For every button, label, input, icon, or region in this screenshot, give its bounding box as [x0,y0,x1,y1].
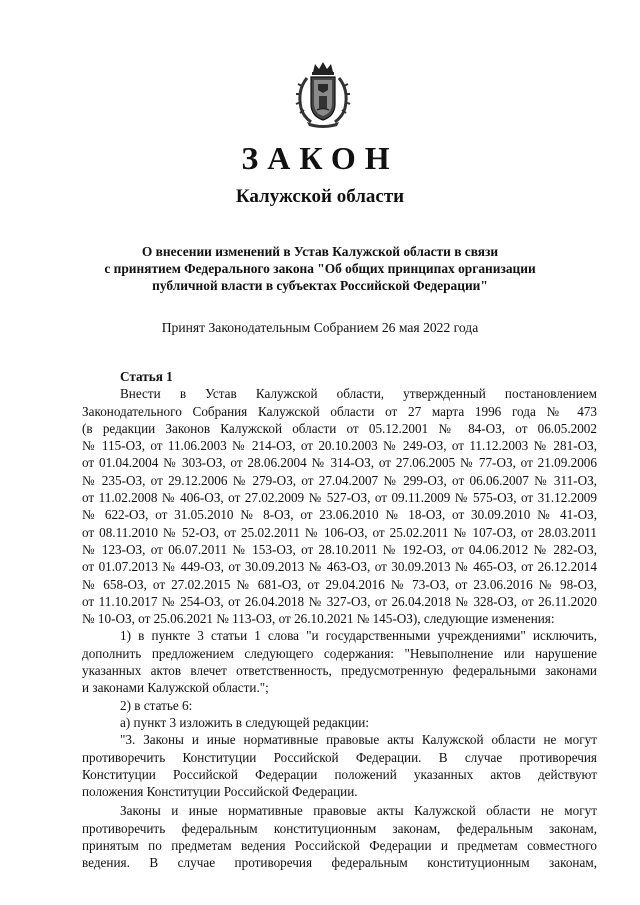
heading-line: О внесении изменений в Устав Калужской области в связи [141,244,499,259]
document-body [82,368,597,872]
body-line: № 123-ОЗ, от 06.07.2011 № 153-ОЗ, от 28.10.2011 № 192-ОЗ, от 04.06.2012 № 282-ОЗ, [82,541,597,557]
body-line: от 08.11.2010 № 52-ОЗ, от 25.02.2011 № 106-ОЗ, от 25.02.2011 № 107-ОЗ, от 28.03.2011 [82,524,597,540]
body-line: противоречить Конституции Российской Федерации. В случае противоречия [82,749,597,765]
body-line: Законы и иные нормативные правовые акты Калужской области не могут [120,803,597,819]
document-subtitle: Калужской области [235,186,405,207]
body-line: противоречить федеральным конституционным законам, федеральным законам, [82,820,597,836]
body-line: № 658-ОЗ, от 27.02.2015 № 681-ОЗ, от 29.04.2016 № 73-ОЗ, от 23.06.2016 № 98-ОЗ, [82,576,597,592]
body-line: от 01.07.2013 № 449-ОЗ, от 30.09.2013 № 463-ОЗ, от 30.09.2013 № 465-ОЗ, от 26.12.2014 [82,559,597,575]
heading-line: с принятием Федерального закона "Об общих принципах организации [104,261,536,276]
coat-of-arms-emblem [293,60,353,130]
body-line: а) пункт 3 изложить в следующей редакции: [120,714,370,730]
body-line: № 235-ОЗ, от 29.12.2006 № 279-ОЗ, от 27.04.2007 № 299-ОЗ, от 06.06.2007 № 311-ОЗ, [82,472,597,488]
adoption-statement: Принят Законодательным Собранием 26 мая 2022 года [161,320,479,335]
body-line: (в редакции Законов Калужской области от 05.12.2001 № 84-ОЗ, от 06.05.2002 [82,420,597,436]
body-line: "3. Законы и иные нормативные правовые акты Калужской области не могут [120,732,597,748]
body-line: и законами Калужской области."; [82,680,269,696]
body-line: № 10-ОЗ, от 25.06.2021 № 113-ОЗ, от 26.10.2021 № 145-ОЗ), следующие изменения: [82,611,555,627]
body-line: № 622-ОЗ, от 31.05.2010 № 8-ОЗ, от 23.06.2010 № 18-ОЗ, от 30.09.2010 № 41-ОЗ, [82,507,597,523]
body-line: от 11.02.2008 № 406-ОЗ, от 27.02.2009 № 527-ОЗ, от 09.11.2009 № 575-ОЗ, от 31.12.2009 [82,490,597,506]
body-line: Внести в Устав Калужской области, утвержденный постановлением [120,386,597,402]
body-line: Конституции Российской Федерации положений указанных актов действуют [82,766,597,782]
article-heading: Статья 1 [120,369,173,384]
heading-line: публичной власти в субъектах Российской Федерации" [152,278,488,293]
document-title: ЗАКОН [241,140,399,176]
body-line: Законодательного Собрания Калужской области от 27 марта 1996 года № 473 [82,403,597,419]
body-line: дополнить предложением следующего содержания: "Невыполнение или нарушение [82,645,597,661]
body-line: от 11.10.2017 № 254-ОЗ, от 26.04.2018 № 327-ОЗ, от 26.04.2018 № 328-ОЗ, от 26.11.2020 [82,593,597,609]
body-line: № 115-ОЗ, от 11.06.2003 № 214-ОЗ, от 20.10.2003 № 249-ОЗ, от 11.12.2003 № 281-ОЗ, [82,438,597,454]
body-line: 1) в пункте 3 статьи 1 слова "и государственными учреждениями" исключить, [120,628,597,644]
body-line: положения Конституции Российской Федерации. [82,784,358,800]
body-line: указанных актов влечет ответственность, предусмотренную федеральными законами [82,663,597,679]
body-line: принятым по предметам ведения Российской Федерации и предметам совместного [82,838,597,854]
body-line: ведения. В случае противоречия федеральным конституционным законам, [82,855,597,871]
law-heading [0,243,640,294]
body-line: 2) в статье 6: [120,697,193,713]
body-line: от 01.04.2004 № 303-ОЗ, от 28.06.2004 № 314-ОЗ, от 27.06.2005 № 77-ОЗ, от 21.09.2006 [82,455,597,471]
